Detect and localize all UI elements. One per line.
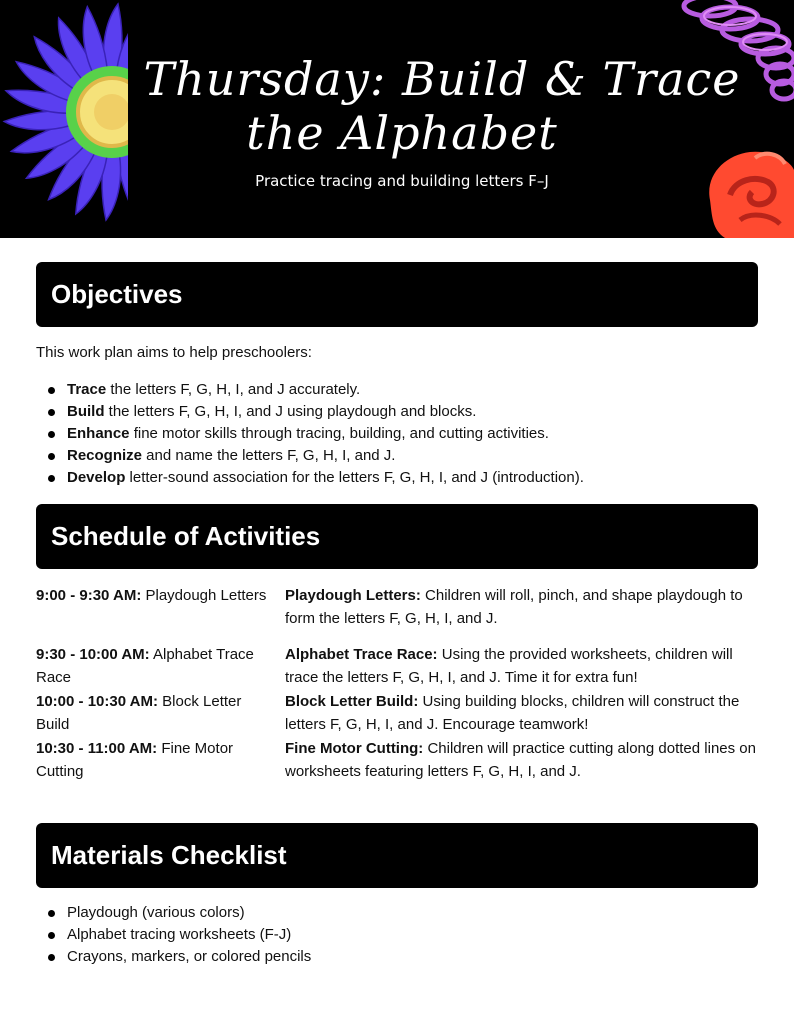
schedule-description: Fine Motor Cutting: Children will practice cutting along dotted lines on worksheets featuring letters F, G, H, I, and J. xyxy=(285,740,756,780)
page-title-line1: Thursday: Build & Trace xyxy=(143,52,741,106)
schedule-description: Playdough Letters: Children will roll, pinch, and shape playdough to form the letters F, G, H, I, and J. xyxy=(285,587,743,627)
list-item: Develop letter-sound association for the letters F, G, H, I, and J (introduction). xyxy=(36,467,584,489)
schedule-heading: Schedule of Activities xyxy=(36,504,758,569)
objectives-intro: This work plan aims to help preschoolers: xyxy=(36,344,312,361)
objectives-heading: Objectives xyxy=(36,262,758,327)
list-item: Build the letters F, G, H, I, and J using playdough and blocks. xyxy=(36,401,584,423)
list-item: Crayons, markers, or colored pencils xyxy=(36,946,311,968)
list-item: Enhance fine motor skills through tracing, building, and cutting activities. xyxy=(36,423,584,445)
materials-heading: Materials Checklist xyxy=(36,823,758,888)
schedule-time: 10:00 - 10:30 AM: Block Letter Build xyxy=(36,693,242,733)
schedule-description: Block Letter Build: Using building blocks, children will construct the letters F, G, H, I, and J. Encourage teamwork! xyxy=(285,693,740,733)
objectives-list xyxy=(36,379,584,489)
schedule-time: 9:30 - 10:00 AM: Alphabet Trace Race xyxy=(36,646,254,686)
schedule-description: Alphabet Trace Race: Using the provided worksheets, children will trace the letters F, G, H, I, and J. Time it for extra fun! xyxy=(285,646,733,686)
list-item: Trace the letters F, G, H, I, and J accurately. xyxy=(36,379,584,401)
materials-list xyxy=(36,902,311,968)
schedule-time: 10:30 - 11:00 AM: Fine Motor Cutting xyxy=(36,740,234,780)
list-item: Recognize and name the letters F, G, H, I, and J. xyxy=(36,445,584,467)
page-title-line2: the Alphabet xyxy=(246,106,558,160)
list-item: Alphabet tracing worksheets (F-J) xyxy=(36,924,311,946)
schedule-time: 9:00 - 9:30 AM: Playdough Letters xyxy=(36,587,267,604)
list-item: Playdough (various colors) xyxy=(36,902,311,924)
page-title xyxy=(0,52,794,160)
header-banner xyxy=(0,0,794,238)
page-subtitle: Practice tracing and building letters F–J xyxy=(255,172,549,190)
